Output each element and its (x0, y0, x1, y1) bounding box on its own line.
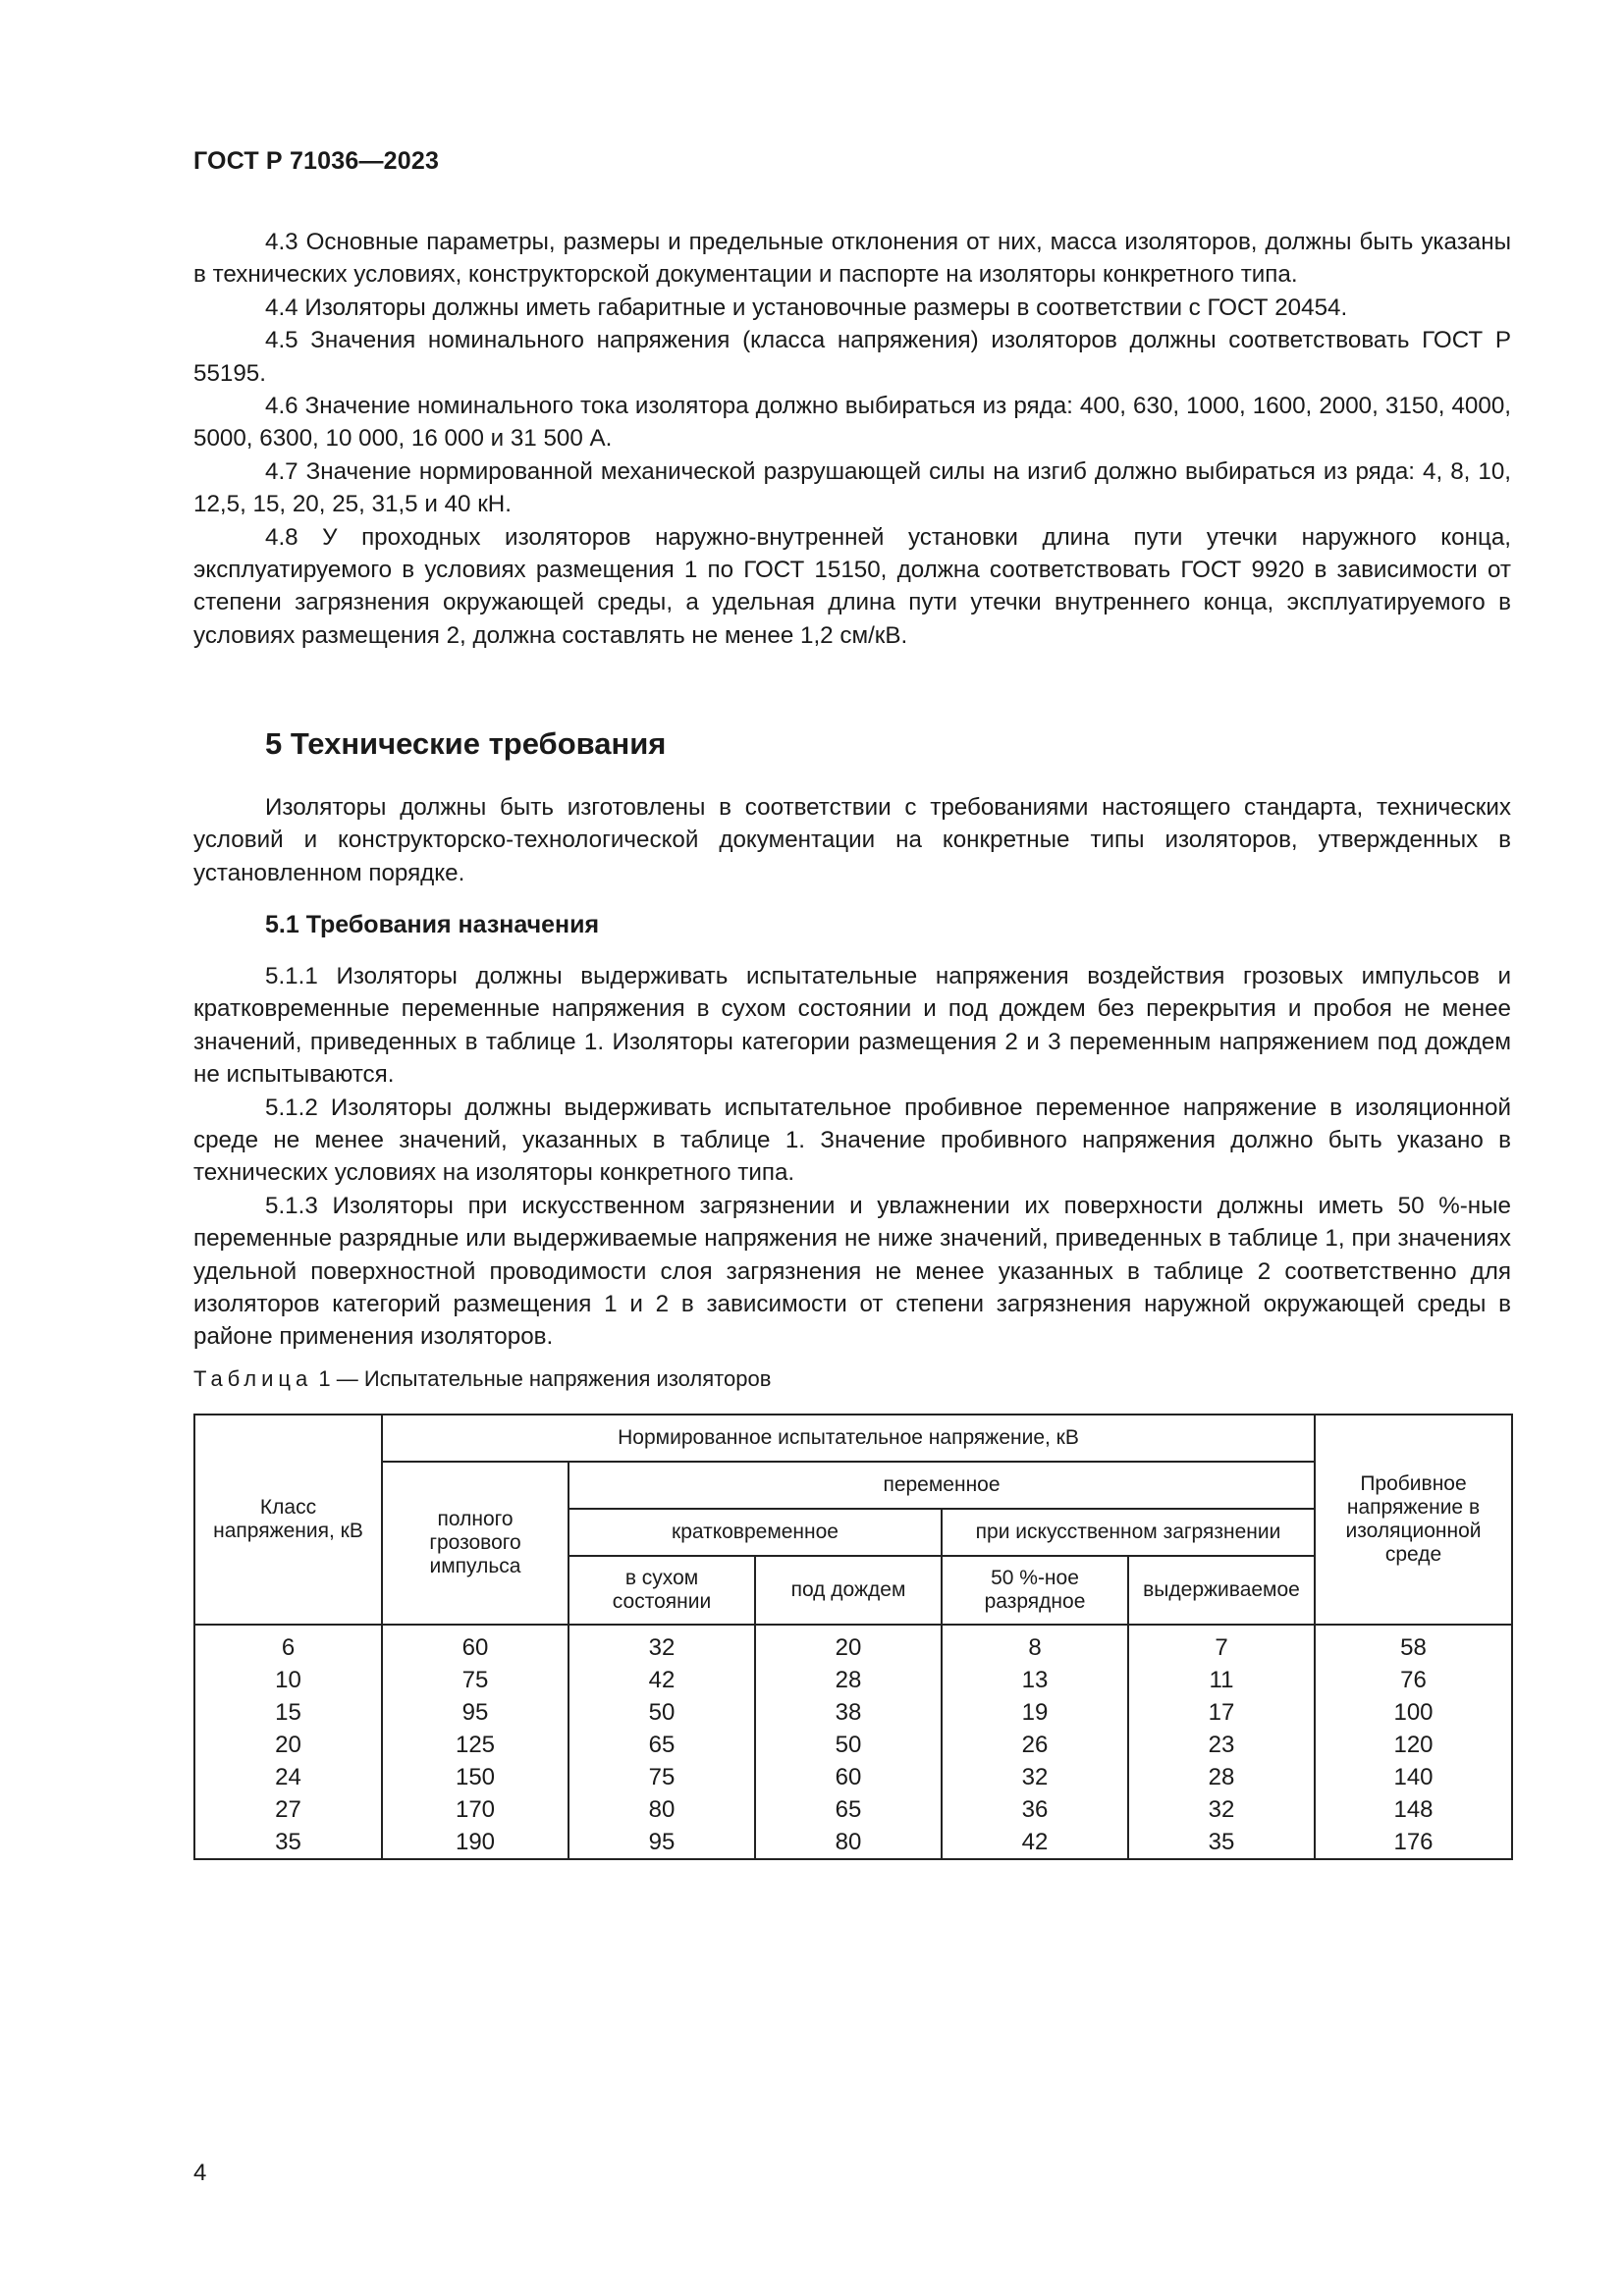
table-cell: 42 (942, 1826, 1128, 1859)
table-cell: 20 (194, 1729, 382, 1761)
table-cell: 150 (382, 1761, 568, 1793)
table-cell: 120 (1315, 1729, 1512, 1761)
test-voltage-table (193, 1414, 1513, 1860)
table-row (194, 1793, 1512, 1826)
table-cell: 50 (755, 1729, 942, 1761)
table-cell: 28 (755, 1664, 942, 1696)
clause-4-7: 4.7 Значение нормированной механической разрушающей силы на изгиб должно выбираться из ряда: 4, 8, 10, 12,5, 15, 20, 25, 31,5 и 40 кН. (193, 457, 1511, 518)
table-cell: 20 (755, 1625, 942, 1664)
table-row (194, 1696, 1512, 1729)
header-short-term: кратковременное (568, 1509, 942, 1556)
clause-5-1-1: 5.1.1 Изоляторы должны выдерживать испытательные напряжения воздействия грозовых импульсов и кратковременные переменные напряжения в сухом состоянии и под дождем без перекрытия и пробоя не менее значений, приведенных в таблице 1. Изоляторы категории размещения 2 и 3 переменным напряжением под дождем не испытываются. (193, 963, 1511, 1089)
table-cell: 24 (194, 1761, 382, 1793)
table-cell: 58 (1315, 1625, 1512, 1664)
table-cell: 17 (1128, 1696, 1315, 1729)
header-withstand: выдерживаемое (1128, 1556, 1315, 1625)
table-cell: 125 (382, 1729, 568, 1761)
table-cell: 100 (1315, 1696, 1512, 1729)
table-caption-text: 1 — Испытательные напряжения изоляторов (318, 1366, 772, 1391)
table-cell: 32 (1128, 1793, 1315, 1826)
table-row (194, 1625, 1512, 1664)
table-cell: 28 (1128, 1761, 1315, 1793)
table-cell: 95 (382, 1696, 568, 1729)
table-cell: 60 (755, 1761, 942, 1793)
table-cell: 19 (942, 1696, 1128, 1729)
table-cell: 7 (1128, 1625, 1315, 1664)
section-5-title: 5 Технические требования (265, 726, 667, 761)
table-cell: 140 (1315, 1761, 1512, 1793)
section-5-intro-block (193, 791, 1511, 889)
table-cell: 76 (1315, 1664, 1512, 1696)
header-dry: в сухом состоянии (568, 1556, 755, 1625)
table-cell: 170 (382, 1793, 568, 1826)
table-cell: 75 (382, 1664, 568, 1696)
table-cell: 176 (1315, 1826, 1512, 1859)
table-cell: 32 (942, 1761, 1128, 1793)
clauses-4 (193, 226, 1511, 652)
header-fifty-percent: 50 %-ное разрядное (942, 1556, 1128, 1625)
clauses-5-1 (193, 960, 1511, 1354)
table-row (194, 1826, 1512, 1859)
table-cell: 80 (755, 1826, 942, 1859)
header-voltage-class: Класс напряжения, кВ (194, 1415, 382, 1625)
table-cell: 36 (942, 1793, 1128, 1826)
clause-4-4: 4.4 Изоляторы должны иметь габаритные и установочные размеры в соответствии с ГОСТ 20454. (265, 294, 1348, 321)
table-1-caption (193, 1366, 771, 1392)
table-caption-label: Таблица (193, 1366, 313, 1391)
table-cell: 75 (568, 1761, 755, 1793)
table-cell: 190 (382, 1826, 568, 1859)
table-cell: 80 (568, 1793, 755, 1826)
table-cell: 50 (568, 1696, 755, 1729)
header-alternating: переменное (568, 1462, 1315, 1509)
header-normalized-voltage: Нормированное испытательное напряжение, кВ (382, 1415, 1315, 1462)
table-row (194, 1664, 1512, 1696)
table-cell: 95 (568, 1826, 755, 1859)
table-cell: 15 (194, 1696, 382, 1729)
table-cell: 35 (194, 1826, 382, 1859)
table-cell: 38 (755, 1696, 942, 1729)
table-cell: 8 (942, 1625, 1128, 1664)
clause-4-3: 4.3 Основные параметры, размеры и предельные отклонения от них, масса изоляторов, должны быть указаны в технических условиях, конструкторской документации и паспорте на изоляторы конкретного типа. (193, 229, 1511, 289)
clause-4-8: 4.8 У проходных изоляторов наружно-внутренней установки длина пути утечки наружного конца, эксплуатируемого в условиях размещения 1 по ГОСТ 15150, должна соответствовать ГОСТ 9920 в зависимости от степени загрязнения окружающей среды, а удельная длина пути утечки внутреннего конца, эксплуатируемого в условиях размещения 2, должна составлять не менее 1,2 см/кВ. (193, 523, 1511, 649)
standard-header: ГОСТ Р 71036—2023 (193, 147, 440, 175)
clause-4-5: 4.5 Значения номинального напряжения (класса напряжения) изоляторов должны соответствовать ГОСТ Р 55195. (193, 327, 1511, 387)
table-cell: 60 (382, 1625, 568, 1664)
table-cell: 148 (1315, 1793, 1512, 1826)
table-cell: 32 (568, 1625, 755, 1664)
table-cell: 35 (1128, 1826, 1315, 1859)
table-cell: 27 (194, 1793, 382, 1826)
table-cell: 11 (1128, 1664, 1315, 1696)
table-row (194, 1729, 1512, 1761)
table-cell: 6 (194, 1625, 382, 1664)
table-cell: 65 (755, 1793, 942, 1826)
table-cell: 42 (568, 1664, 755, 1696)
table-cell: 13 (942, 1664, 1128, 1696)
header-rain: под дождем (755, 1556, 942, 1625)
clause-4-6: 4.6 Значение номинального тока изолятора должно выбираться из ряда: 400, 630, 1000, 1600, 2000, 3150, 4000, 5000, 6300, 10 000, 16 000 и 31 500 А. (193, 393, 1511, 453)
table-cell: 26 (942, 1729, 1128, 1761)
subsection-5-1-title: 5.1 Требования назначения (265, 911, 600, 938)
header-lightning-impulse: полного грозового импульса (382, 1462, 568, 1625)
page-number: 4 (193, 2160, 207, 2186)
table-cell: 10 (194, 1664, 382, 1696)
table-row (194, 1761, 1512, 1793)
header-artificial-pollution: при искусственном загрязнении (942, 1509, 1315, 1556)
clause-5-1-2: 5.1.2 Изоляторы должны выдерживать испытательное пробивное переменное напряжение в изоляционной среде не менее значений, указанных в таблице 1. Значение пробивного напряжения должно быть указано в технических условиях на изоляторы конкретного типа. (193, 1094, 1511, 1187)
section-5-intro: Изоляторы должны быть изготовлены в соответствии с требованиями настоящего стандарта, технических условий и конструкторско-технологической документации на конкретные типы изоляторов, утвержденных в установленном порядке. (193, 794, 1511, 886)
table-cell: 23 (1128, 1729, 1315, 1761)
clause-5-1-3: 5.1.3 Изоляторы при искусственном загрязнении и увлажнении их поверхности должны иметь 50 %-ные переменные разрядные или выдерживаемые напряжения не ниже значений, приведенных в таблице 1, при значениях удельной поверхностной проводимости слоя загрязнения не менее указанных в таблице 2 соответственно для изоляторов категорий размещения 1 и 2 в зависимости от степени загрязнения наружной окружающей среды в районе применения изоляторов. (193, 1192, 1511, 1351)
header-breakdown-voltage: Пробивное напряжение в изоляционной среде (1315, 1415, 1512, 1625)
table-cell: 65 (568, 1729, 755, 1761)
